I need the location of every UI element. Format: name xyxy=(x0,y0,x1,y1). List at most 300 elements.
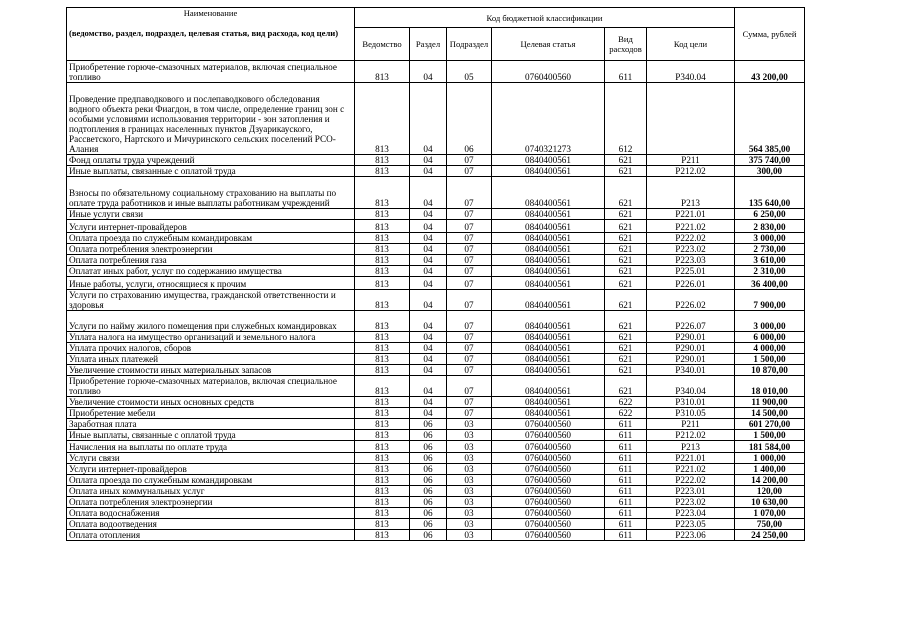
row-vid-rashodov: 621 xyxy=(605,266,647,277)
row-razdel: 04 xyxy=(410,233,447,244)
table-row xyxy=(67,209,805,220)
row-podrazdel: 07 xyxy=(447,209,492,220)
row-razdel: 06 xyxy=(410,419,447,430)
table-row xyxy=(67,530,805,541)
row-razdel: 06 xyxy=(410,486,447,497)
row-celevaya-statya: 0760400560 xyxy=(492,419,605,430)
row-celevaya-statya: 0760400560 xyxy=(492,430,605,441)
table-row xyxy=(67,486,805,497)
row-name: Оплата потребления электроэнергии xyxy=(67,244,355,255)
row-vedomstvo: 813 xyxy=(355,255,410,266)
row-vedomstvo: 813 xyxy=(355,166,410,177)
row-razdel: 04 xyxy=(410,354,447,365)
row-kod-celi: P211 xyxy=(647,419,735,430)
row-kod-celi: P340.01 xyxy=(647,365,735,376)
table-row xyxy=(67,244,805,255)
row-vid-rashodov: 621 xyxy=(605,244,647,255)
header-col-podrazdel: Подраздел xyxy=(447,28,492,61)
row-vedomstvo: 813 xyxy=(355,290,410,311)
row-vid-rashodov: 622 xyxy=(605,408,647,419)
table-row xyxy=(67,343,805,354)
row-podrazdel: 07 xyxy=(447,220,492,233)
row-sum: 6 250,00 xyxy=(735,209,805,220)
row-kod-celi: P221.01 xyxy=(647,209,735,220)
row-razdel: 04 xyxy=(410,397,447,408)
table-row xyxy=(67,332,805,343)
row-celevaya-statya: 0760400560 xyxy=(492,486,605,497)
row-vid-rashodov: 621 xyxy=(605,255,647,266)
table-row xyxy=(67,397,805,408)
row-name: Иные услуги связи xyxy=(67,209,355,220)
row-vid-rashodov: 611 xyxy=(605,508,647,519)
row-podrazdel: 03 xyxy=(447,497,492,508)
row-name: Оплата отопления xyxy=(67,530,355,541)
row-razdel: 04 xyxy=(410,290,447,311)
row-podrazdel: 07 xyxy=(447,166,492,177)
row-name: Увеличение стоимости иных основных средств xyxy=(67,397,355,408)
row-celevaya-statya: 0840400561 xyxy=(492,166,605,177)
row-celevaya-statya: 0760400560 xyxy=(492,530,605,541)
row-celevaya-statya: 0840400561 xyxy=(492,343,605,354)
row-kod-celi: P223.03 xyxy=(647,255,735,266)
row-razdel: 04 xyxy=(410,408,447,419)
row-razdel: 04 xyxy=(410,343,447,354)
table-row xyxy=(67,365,805,376)
row-sum: 2 310,00 xyxy=(735,266,805,277)
row-name: Услуги по страхованию имущества, гражданской ответственности и здоровья xyxy=(67,290,355,311)
row-podrazdel: 07 xyxy=(447,177,492,209)
row-podrazdel: 05 xyxy=(447,61,492,83)
row-podrazdel: 07 xyxy=(447,311,492,332)
row-celevaya-statya: 0840400561 xyxy=(492,177,605,209)
row-kod-celi: P223.02 xyxy=(647,497,735,508)
row-vid-rashodov: 611 xyxy=(605,464,647,475)
row-sum: 181 584,00 xyxy=(735,441,805,453)
row-sum: 1 000,00 xyxy=(735,453,805,464)
row-podrazdel: 07 xyxy=(447,343,492,354)
row-kod-celi: P290.01 xyxy=(647,343,735,354)
row-sum: 1 070,00 xyxy=(735,508,805,519)
row-vedomstvo: 813 xyxy=(355,441,410,453)
row-name: Услуги интернет-провайдеров xyxy=(67,464,355,475)
budget-table xyxy=(66,7,805,541)
row-kod-celi: P340.04 xyxy=(647,376,735,397)
row-celevaya-statya: 0760400560 xyxy=(492,441,605,453)
row-sum: 135 640,00 xyxy=(735,177,805,209)
row-podrazdel: 03 xyxy=(447,430,492,441)
row-celevaya-statya: 0840400561 xyxy=(492,290,605,311)
table-row xyxy=(67,83,805,155)
row-sum: 6 000,00 xyxy=(735,332,805,343)
row-name: Иные выплаты, связанные с оплатой труда xyxy=(67,430,355,441)
header-name-subtitle: (ведомство, раздел, подраздел, целевая статья, вид расхода, код цели) xyxy=(69,28,339,38)
row-vedomstvo: 813 xyxy=(355,233,410,244)
row-razdel: 06 xyxy=(410,430,447,441)
row-razdel: 06 xyxy=(410,497,447,508)
row-sum: 375 740,00 xyxy=(735,155,805,166)
row-podrazdel: 03 xyxy=(447,464,492,475)
row-vedomstvo: 813 xyxy=(355,430,410,441)
row-name: Начисления на выплаты по оплате труда xyxy=(67,441,355,453)
row-celevaya-statya: 0760400560 xyxy=(492,475,605,486)
row-vedomstvo: 813 xyxy=(355,508,410,519)
row-kod-celi: P213 xyxy=(647,177,735,209)
row-celevaya-statya: 0840400561 xyxy=(492,244,605,255)
row-name: Оплата потребления электроэнергии xyxy=(67,497,355,508)
row-name: Приобретение горюче-смазочных материалов, включая специальное топливо xyxy=(67,376,355,397)
row-sum: 3 000,00 xyxy=(735,233,805,244)
row-vid-rashodov: 621 xyxy=(605,311,647,332)
row-kod-celi: P223.02 xyxy=(647,244,735,255)
header-name-title: Наименование xyxy=(183,8,238,18)
row-vedomstvo: 813 xyxy=(355,266,410,277)
row-sum: 1 500,00 xyxy=(735,354,805,365)
row-sum: 2 830,00 xyxy=(735,220,805,233)
row-name: Заработная плата xyxy=(67,419,355,430)
row-podrazdel: 07 xyxy=(447,376,492,397)
row-name: Уплата налога на имущество организаций и земельного налога xyxy=(67,332,355,343)
row-name: Оплатат иных работ, услуг по содержанию имущества xyxy=(67,266,355,277)
row-sum: 11 900,00 xyxy=(735,397,805,408)
row-kod-celi: P226.01 xyxy=(647,277,735,290)
row-podrazdel: 07 xyxy=(447,365,492,376)
row-razdel: 06 xyxy=(410,519,447,530)
row-vedomstvo: 813 xyxy=(355,209,410,220)
row-podrazdel: 07 xyxy=(447,266,492,277)
row-vedomstvo: 813 xyxy=(355,397,410,408)
row-kod-celi: P290.01 xyxy=(647,332,735,343)
row-vedomstvo: 813 xyxy=(355,408,410,419)
row-vedomstvo: 813 xyxy=(355,155,410,166)
row-vedomstvo: 813 xyxy=(355,311,410,332)
row-podrazdel: 07 xyxy=(447,233,492,244)
row-vedomstvo: 813 xyxy=(355,453,410,464)
row-celevaya-statya: 0840400561 xyxy=(492,155,605,166)
table-row xyxy=(67,233,805,244)
row-vid-rashodov: 622 xyxy=(605,397,647,408)
row-name: Взносы по обязательному социальному страхованию на выплаты по оплате труда работников и иные выплаты работникам учреждений xyxy=(67,177,355,209)
row-sum: 14 500,00 xyxy=(735,408,805,419)
row-vedomstvo: 813 xyxy=(355,497,410,508)
row-vedomstvo: 813 xyxy=(355,419,410,430)
row-name: Оплата потребления газа xyxy=(67,255,355,266)
row-celevaya-statya: 0840400561 xyxy=(492,408,605,419)
row-razdel: 04 xyxy=(410,177,447,209)
row-vedomstvo: 813 xyxy=(355,486,410,497)
row-kod-celi: P221.02 xyxy=(647,220,735,233)
row-kod-celi: P310.01 xyxy=(647,397,735,408)
table-row xyxy=(67,497,805,508)
row-vid-rashodov: 621 xyxy=(605,343,647,354)
row-celevaya-statya: 0840400561 xyxy=(492,397,605,408)
row-vedomstvo: 813 xyxy=(355,332,410,343)
row-celevaya-statya: 0840400561 xyxy=(492,365,605,376)
row-vid-rashodov: 611 xyxy=(605,419,647,430)
table-row xyxy=(67,408,805,419)
row-kod-celi: P226.02 xyxy=(647,290,735,311)
row-sum: 18 010,00 xyxy=(735,376,805,397)
row-razdel: 04 xyxy=(410,255,447,266)
row-podrazdel: 03 xyxy=(447,453,492,464)
row-vedomstvo: 813 xyxy=(355,475,410,486)
row-podrazdel: 07 xyxy=(447,255,492,266)
table-row xyxy=(67,419,805,430)
row-vid-rashodov: 611 xyxy=(605,441,647,453)
row-sum: 601 270,00 xyxy=(735,419,805,430)
row-sum: 7 900,00 xyxy=(735,290,805,311)
row-celevaya-statya: 0760400560 xyxy=(492,519,605,530)
header-col-razdel: Раздел xyxy=(410,28,447,61)
table-row xyxy=(67,177,805,209)
row-razdel: 04 xyxy=(410,266,447,277)
table-row xyxy=(67,277,805,290)
row-kod-celi: P222.02 xyxy=(647,233,735,244)
table-row xyxy=(67,255,805,266)
table-row xyxy=(67,519,805,530)
row-kod-celi: P225.01 xyxy=(647,266,735,277)
row-vid-rashodov: 611 xyxy=(605,530,647,541)
row-celevaya-statya: 0760400560 xyxy=(492,453,605,464)
row-vid-rashodov: 621 xyxy=(605,166,647,177)
row-celevaya-statya: 0740321273 xyxy=(492,83,605,155)
row-vedomstvo: 813 xyxy=(355,530,410,541)
row-sum: 120,00 xyxy=(735,486,805,497)
row-razdel: 04 xyxy=(410,220,447,233)
row-podrazdel: 03 xyxy=(447,475,492,486)
table-row xyxy=(67,311,805,332)
row-kod-celi: P211 xyxy=(647,155,735,166)
row-kod-celi: P221.01 xyxy=(647,453,735,464)
row-sum: 750,00 xyxy=(735,519,805,530)
row-vid-rashodov: 611 xyxy=(605,519,647,530)
table-row xyxy=(67,453,805,464)
row-celevaya-statya: 0840400561 xyxy=(492,233,605,244)
row-razdel: 04 xyxy=(410,61,447,83)
row-razdel: 04 xyxy=(410,311,447,332)
row-vedomstvo: 813 xyxy=(355,354,410,365)
table-row xyxy=(67,430,805,441)
row-kod-celi: P340.04 xyxy=(647,61,735,83)
row-vedomstvo: 813 xyxy=(355,365,410,376)
row-podrazdel: 07 xyxy=(447,354,492,365)
row-podrazdel: 03 xyxy=(447,441,492,453)
row-kod-celi: P221.02 xyxy=(647,464,735,475)
row-vid-rashodov: 621 xyxy=(605,155,647,166)
row-podrazdel: 07 xyxy=(447,332,492,343)
row-sum: 564 385,00 xyxy=(735,83,805,155)
header-name-cell xyxy=(67,8,355,61)
row-celevaya-statya: 0840400561 xyxy=(492,277,605,290)
row-podrazdel: 07 xyxy=(447,277,492,290)
row-kod-celi: P310.05 xyxy=(647,408,735,419)
row-sum: 24 250,00 xyxy=(735,530,805,541)
row-name: Проведение предпаводкового и послепаводкового обследования водного объекта реки Фиагдон, в том числе, определение границ зон с особыми условиями использования территории - зон затопления и подтопления в границах населенных пунктов Дзуарикауского, Рассветского, Нартского и Мичуринского сельских поселений РСО-Алания xyxy=(67,83,355,155)
row-podrazdel: 03 xyxy=(447,419,492,430)
row-vid-rashodov: 621 xyxy=(605,277,647,290)
row-name: Увеличение стоимости иных материальных запасов xyxy=(67,365,355,376)
row-vid-rashodov: 611 xyxy=(605,61,647,83)
row-sum: 2 730,00 xyxy=(735,244,805,255)
table-row xyxy=(67,376,805,397)
row-name: Оплата водоснабжения xyxy=(67,508,355,519)
table-row xyxy=(67,475,805,486)
header-code-group: Код бюджетной классификации xyxy=(355,8,735,28)
table-row xyxy=(67,508,805,519)
row-vid-rashodov: 621 xyxy=(605,354,647,365)
row-celevaya-statya: 0760400560 xyxy=(492,497,605,508)
header-col-vedomstvo: Ведомство xyxy=(355,28,410,61)
row-kod-celi: P212.02 xyxy=(647,430,735,441)
row-podrazdel: 06 xyxy=(447,83,492,155)
row-celevaya-statya: 0840400561 xyxy=(492,354,605,365)
row-vid-rashodov: 621 xyxy=(605,332,647,343)
row-sum: 10 630,00 xyxy=(735,497,805,508)
row-razdel: 06 xyxy=(410,475,447,486)
row-podrazdel: 07 xyxy=(447,397,492,408)
row-kod-celi: P222.02 xyxy=(647,475,735,486)
row-name: Приобретение мебели xyxy=(67,408,355,419)
row-razdel: 04 xyxy=(410,332,447,343)
row-vedomstvo: 813 xyxy=(355,343,410,354)
row-razdel: 06 xyxy=(410,453,447,464)
table-row xyxy=(67,290,805,311)
row-celevaya-statya: 0840400561 xyxy=(492,220,605,233)
row-razdel: 06 xyxy=(410,464,447,475)
row-name: Оплата иных коммунальных услуг xyxy=(67,486,355,497)
row-celevaya-statya: 0760400560 xyxy=(492,508,605,519)
row-vedomstvo: 813 xyxy=(355,277,410,290)
row-vid-rashodov: 611 xyxy=(605,497,647,508)
row-razdel: 04 xyxy=(410,83,447,155)
table-row xyxy=(67,155,805,166)
row-kod-celi: P223.06 xyxy=(647,530,735,541)
header-col-vid-rashodov: Вид расходов xyxy=(605,28,647,61)
row-name: Услуги интернет-провайдеров xyxy=(67,220,355,233)
row-razdel: 04 xyxy=(410,166,447,177)
row-name: Иные работы, услуги, относящиеся к прочим xyxy=(67,277,355,290)
table-row xyxy=(67,441,805,453)
row-vid-rashodov: 611 xyxy=(605,486,647,497)
row-sum: 3 000,00 xyxy=(735,311,805,332)
row-razdel: 06 xyxy=(410,441,447,453)
row-vid-rashodov: 621 xyxy=(605,209,647,220)
row-podrazdel: 07 xyxy=(447,244,492,255)
row-kod-celi: P223.05 xyxy=(647,519,735,530)
row-vid-rashodov: 621 xyxy=(605,177,647,209)
row-kod-celi: P212.02 xyxy=(647,166,735,177)
row-vedomstvo: 813 xyxy=(355,220,410,233)
row-razdel: 04 xyxy=(410,244,447,255)
row-podrazdel: 03 xyxy=(447,519,492,530)
row-razdel: 04 xyxy=(410,155,447,166)
row-podrazdel: 07 xyxy=(447,290,492,311)
row-sum: 1 500,00 xyxy=(735,430,805,441)
row-vedomstvo: 813 xyxy=(355,61,410,83)
table-row xyxy=(67,266,805,277)
header-col-celevaya-statya: Целевая статья xyxy=(492,28,605,61)
row-name: Оплата водоотведения xyxy=(67,519,355,530)
row-podrazdel: 07 xyxy=(447,155,492,166)
row-vid-rashodov: 621 xyxy=(605,233,647,244)
row-podrazdel: 03 xyxy=(447,530,492,541)
row-name: Услуги связи xyxy=(67,453,355,464)
row-razdel: 04 xyxy=(410,277,447,290)
row-vedomstvo: 813 xyxy=(355,244,410,255)
row-celevaya-statya: 0840400561 xyxy=(492,209,605,220)
row-celevaya-statya: 0760400560 xyxy=(492,61,605,83)
table-row xyxy=(67,61,805,83)
header-col-kod-celi: Код цели xyxy=(647,28,735,61)
row-name: Услуги по найму жилого помещения при служебных командировках xyxy=(67,311,355,332)
row-vid-rashodov: 621 xyxy=(605,365,647,376)
row-sum: 43 200,00 xyxy=(735,61,805,83)
row-vedomstvo: 813 xyxy=(355,83,410,155)
row-vid-rashodov: 611 xyxy=(605,453,647,464)
row-celevaya-statya: 0840400561 xyxy=(492,311,605,332)
row-name: Оплата проезда по служебным командировкам xyxy=(67,233,355,244)
row-name: Приобретение горюче-смазочных материалов, включая специальное топливо xyxy=(67,61,355,83)
row-name: Оплата проезда по служебным командировкам xyxy=(67,475,355,486)
row-sum: 10 870,00 xyxy=(735,365,805,376)
row-razdel: 04 xyxy=(410,365,447,376)
row-podrazdel: 03 xyxy=(447,508,492,519)
row-kod-celi: P226.07 xyxy=(647,311,735,332)
row-sum: 1 400,00 xyxy=(735,464,805,475)
table-row xyxy=(67,166,805,177)
row-name: Иные выплаты, связанные с оплатой труда xyxy=(67,166,355,177)
row-vedomstvo: 813 xyxy=(355,177,410,209)
row-razdel: 04 xyxy=(410,376,447,397)
row-kod-celi: P223.04 xyxy=(647,508,735,519)
row-vid-rashodov: 621 xyxy=(605,376,647,397)
row-name: Уплата иных платежей xyxy=(67,354,355,365)
row-vid-rashodov: 611 xyxy=(605,475,647,486)
row-name: Фонд оплаты труда учреждений xyxy=(67,155,355,166)
row-celevaya-statya: 0840400561 xyxy=(492,266,605,277)
row-vedomstvo: 813 xyxy=(355,376,410,397)
row-sum: 14 200,00 xyxy=(735,475,805,486)
row-celevaya-statya: 0840400561 xyxy=(492,376,605,397)
row-kod-celi xyxy=(647,83,735,155)
row-vedomstvo: 813 xyxy=(355,464,410,475)
row-vid-rashodov: 621 xyxy=(605,220,647,233)
table-row xyxy=(67,220,805,233)
row-sum: 4 000,00 xyxy=(735,343,805,354)
table-row xyxy=(67,464,805,475)
row-celevaya-statya: 0840400561 xyxy=(492,255,605,266)
row-sum: 3 610,00 xyxy=(735,255,805,266)
row-kod-celi: P213 xyxy=(647,441,735,453)
row-sum: 36 400,00 xyxy=(735,277,805,290)
table-row xyxy=(67,354,805,365)
row-celevaya-statya: 0760400560 xyxy=(492,464,605,475)
row-podrazdel: 03 xyxy=(447,486,492,497)
row-kod-celi: P223.01 xyxy=(647,486,735,497)
row-sum: 300,00 xyxy=(735,166,805,177)
row-vid-rashodov: 611 xyxy=(605,430,647,441)
row-vid-rashodov: 621 xyxy=(605,290,647,311)
row-kod-celi: P290.01 xyxy=(647,354,735,365)
row-podrazdel: 07 xyxy=(447,408,492,419)
row-vid-rashodov: 612 xyxy=(605,83,647,155)
row-name: Уплата прочих налогов, сборов xyxy=(67,343,355,354)
row-celevaya-statya: 0840400561 xyxy=(492,332,605,343)
row-razdel: 06 xyxy=(410,508,447,519)
row-razdel: 06 xyxy=(410,530,447,541)
header-sum: Сумма, рублей xyxy=(735,8,805,61)
row-razdel: 04 xyxy=(410,209,447,220)
row-vedomstvo: 813 xyxy=(355,519,410,530)
